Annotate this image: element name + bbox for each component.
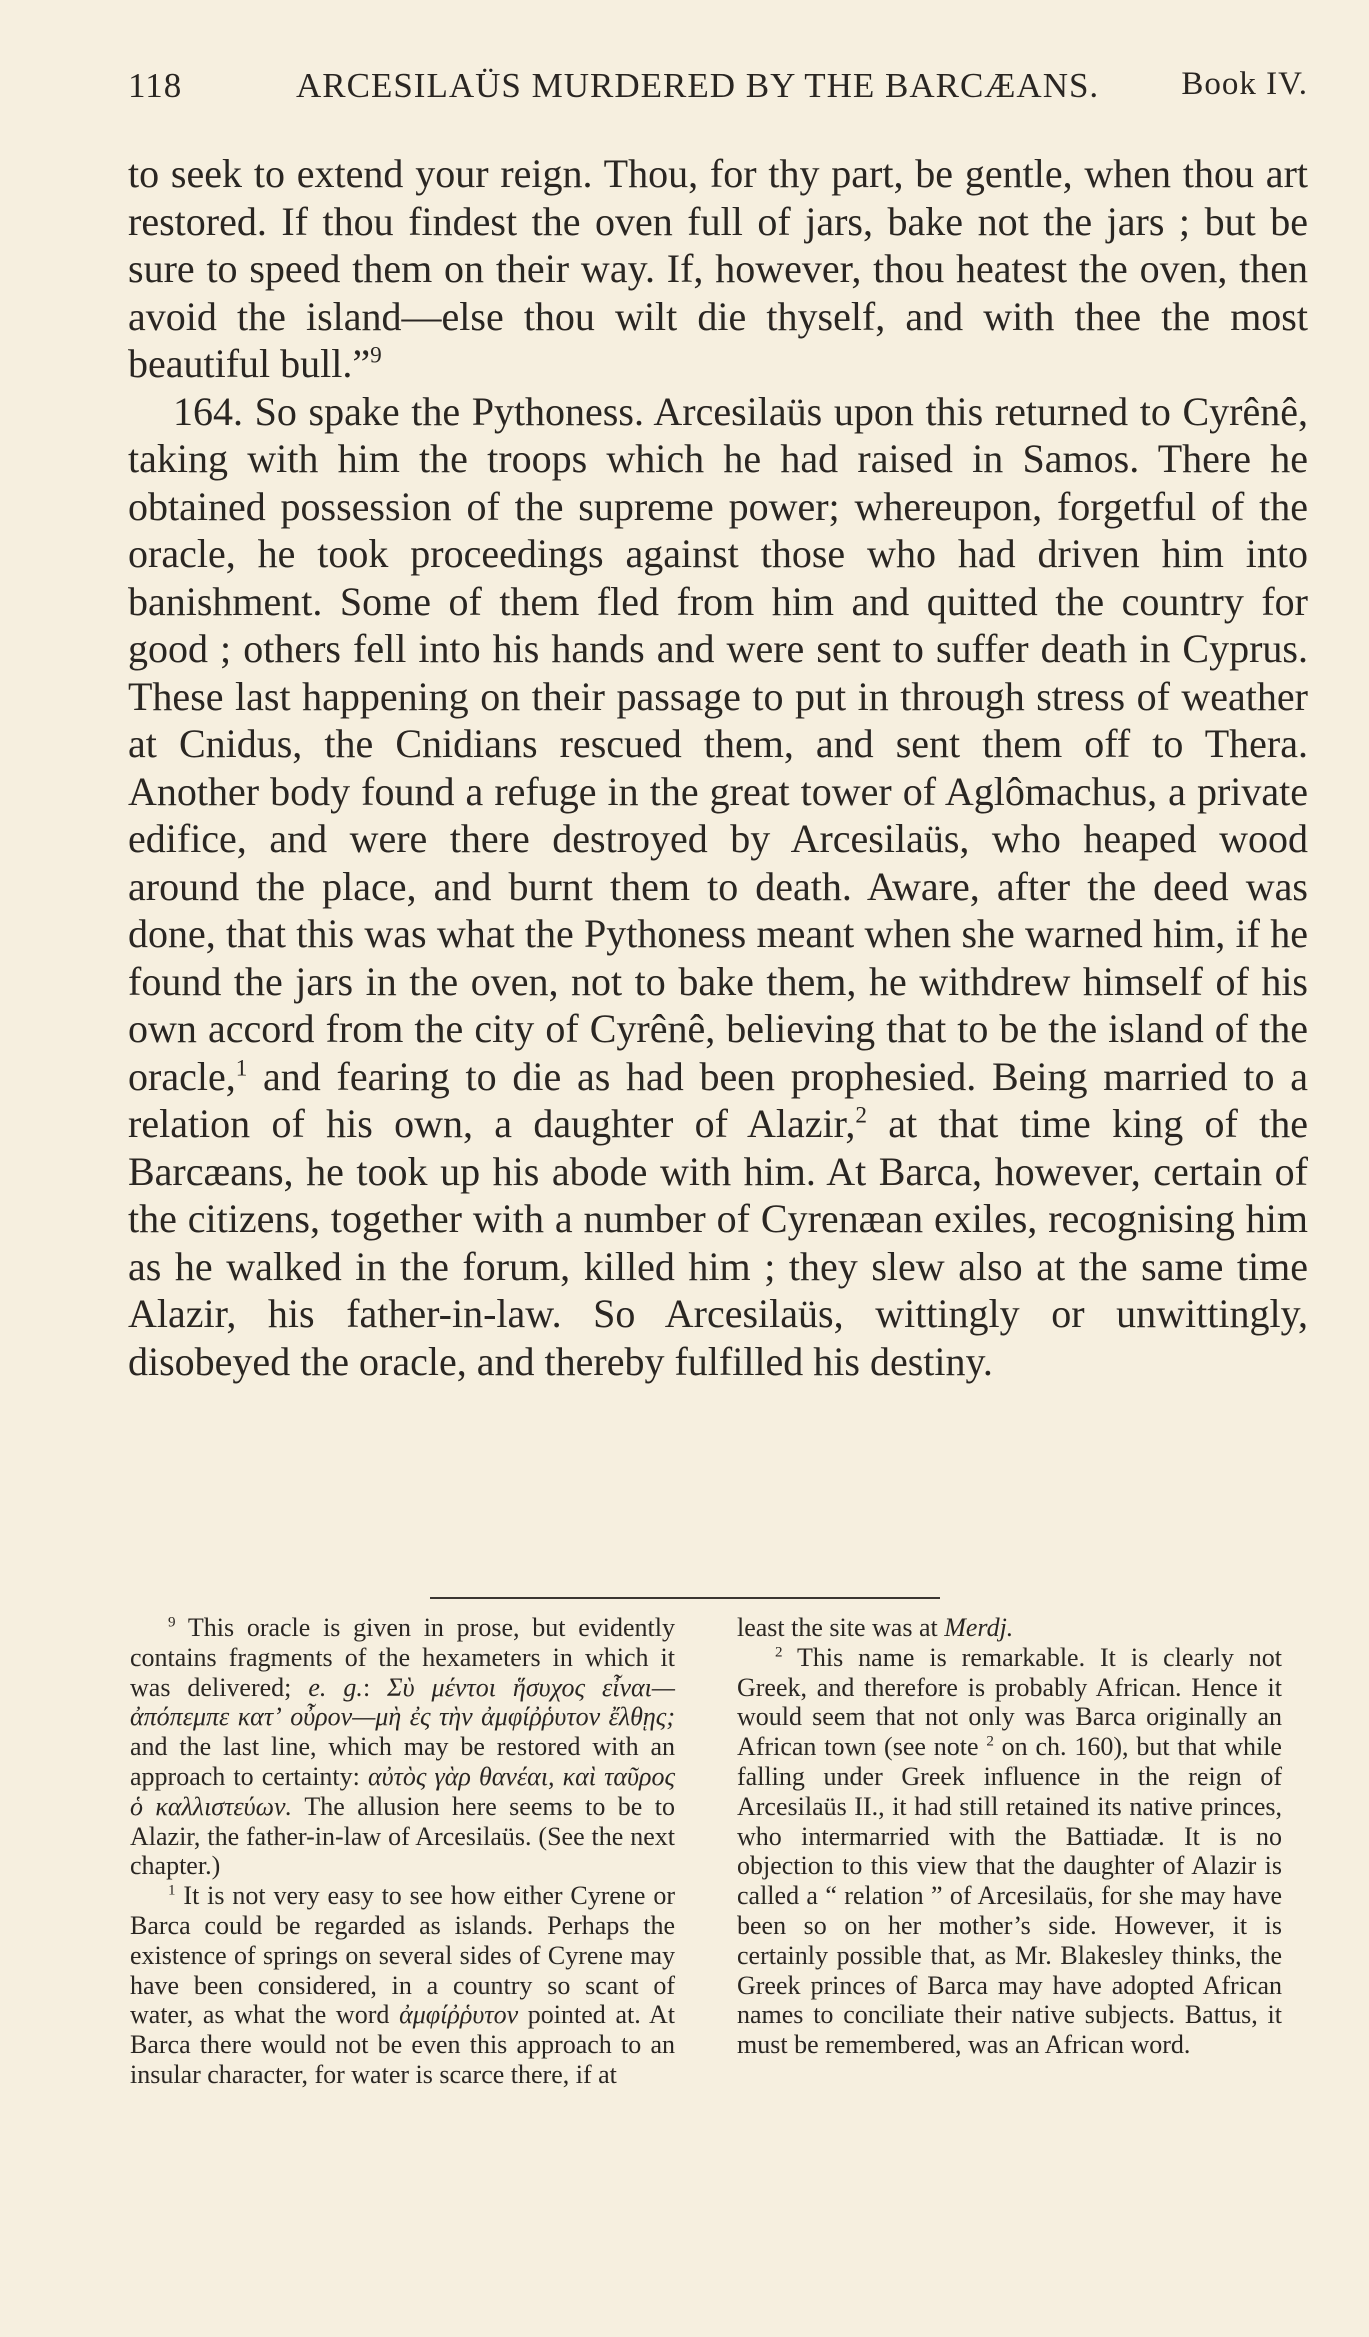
footnote-marker: 1 xyxy=(168,1882,176,1899)
footnote-1-continued xyxy=(737,1613,1282,1643)
footnotes-right-column xyxy=(737,1613,1282,2060)
footnote-text: pointed at. At Barca there would not be even this approach to an insular character, for water is scarce there, if at xyxy=(130,2000,675,2089)
footnote-text: on ch. 160), but that while falling under Greek influence in the reign of Arcesilaüs II., it had still retained its native princes, who intermarried with the Battiadæ. It is no objection to this view that the daughter of Alazir is called a “ relation ” of Arcesilaüs, for she may have been so on her mother’s side. However, it is certainly possible that, as Mr. Blakesley thinks, the Greek princes of Barca may have adopted African names to conciliate their native subjects. Battus, it must be remembered, was an African word. xyxy=(737,1732,1282,2060)
footnote-ref-2: 2 xyxy=(855,1102,867,1129)
footnote-marker: 2 xyxy=(775,1644,783,1661)
footnote-9 xyxy=(130,1613,675,1881)
page-number: 118 xyxy=(128,66,183,105)
footnote-text: least the site was at xyxy=(737,1613,945,1642)
footnote-text: and the last line, which may be restored with an approach to certainty: xyxy=(130,1732,675,1791)
paragraph-164 xyxy=(128,388,1308,1386)
paragraph-text: to seek to extend your reign. Thou, for thy part, be gentle, when thou art restored. If thou findest the oven full of jars, bake not the jars ; but be sure to speed them on their way. If, however, thou heatest the oven, then avoid the island—else thou wilt die thyself, and with thee the most beautiful bull.” xyxy=(128,151,1308,386)
place-name: Merdj. xyxy=(944,1613,1014,1642)
greek-quotation: αὐτὸς γὰρ θανέαι, καὶ ταῦρος ὁ καλλιστεύων. xyxy=(130,1761,675,1821)
greek-quotation: Σὺ μέντοι ἥσυχος εἶναι—ἀπόπεμπε κατʼ οὖρον—μὴ ἐς τὴν ἀμφίῤῥυτον ἔλθῃς; xyxy=(130,1672,676,1732)
footnote-divider xyxy=(430,1597,940,1599)
footnote-text: This name is remarkable. It is clearly not Greek, and therefore is probably African. Hence it would seem that not only was Barca originally an African town (see note xyxy=(737,1642,1282,1762)
footnote-2 xyxy=(737,1643,1282,2060)
note-ref: 2 xyxy=(986,1733,994,1750)
running-title: ARCESILAÜS MURDERED BY THE BARCÆANS. xyxy=(296,66,1100,105)
footnote-abbrev: e. g. xyxy=(308,1672,363,1702)
paragraph-text: 164. So spake the Pythoness. Arcesilaüs upon this returned to Cyrênê, taking with him the troops which he had raised in Samos. There he obtained possession of the supreme power; whereupon, forgetful of the oracle, he took proceedings against those who had driven him into banishment. Some of them fled from him and quitted the country for good ; others fell into his hands and were sent to suffer death in Cyprus. These last happening on their passage to put in through stress of weather at Cnidus, the Cnidians rescued them, and sent them off to Thera. Another body found a refuge in the great tower of Aglômachus, a private edifice, and were there destroyed by Arcesilaüs, who heaped wood around the place, and burnt them to death. Aware, after the deed was done, that this was what the Pythoness meant when she warned him, if he found the jars in the oven, not to bake them, he withdrew himself of his own accord from the city of Cyrênê, believing that to be the island of the oracle, xyxy=(128,388,1308,1099)
footnote-text: The allusion here seems to be to Alazir, the father-in-law of Arcesilaüs. (See the next chapter.) xyxy=(130,1791,675,1881)
footnotes-left-column xyxy=(130,1613,675,2090)
footnote-ref-9: 9 xyxy=(370,342,382,369)
footnote-text: It is not very easy to see how either Cyrene or Barca could be regarded as islands. Perhaps the existence of springs on several sides of Cyrene may have been considered, in a country so scant of water, as what the word xyxy=(130,1881,675,2030)
footnote-marker: 9 xyxy=(168,1614,176,1631)
main-text xyxy=(128,150,1308,1385)
greek-word: ἀμφίῤῥυτον xyxy=(399,2000,519,2030)
paragraph-text: and fearing to die as had been prophesied. Being married to a relation of his own, a daughter of Alazir, xyxy=(128,1053,1308,1146)
paragraph-text: at that time king of the Barcæans, he took up his abode with him. At Barca, however, certain of the citizens, together with a number of Cyrenæan exiles, recognising him as he walked in the forum, killed him ; they slew also at the same time Alazir, his father-in-law. So Arcesilaüs, wittingly or unwittingly, disobeyed the oracle, and thereby fulfilled his destiny. xyxy=(128,1101,1309,1384)
footnote-ref-1: 1 xyxy=(235,1055,248,1082)
footnote-text: This oracle is given in prose, but evidently contains fragments of the hexameters in which it was delivered; xyxy=(130,1613,675,1702)
footnote-text: : xyxy=(362,1672,388,1702)
paragraph-oracle-end xyxy=(128,150,1308,388)
running-header xyxy=(128,66,1308,118)
book-label: Book IV. xyxy=(1181,66,1308,102)
footnote-1 xyxy=(130,1881,675,2090)
